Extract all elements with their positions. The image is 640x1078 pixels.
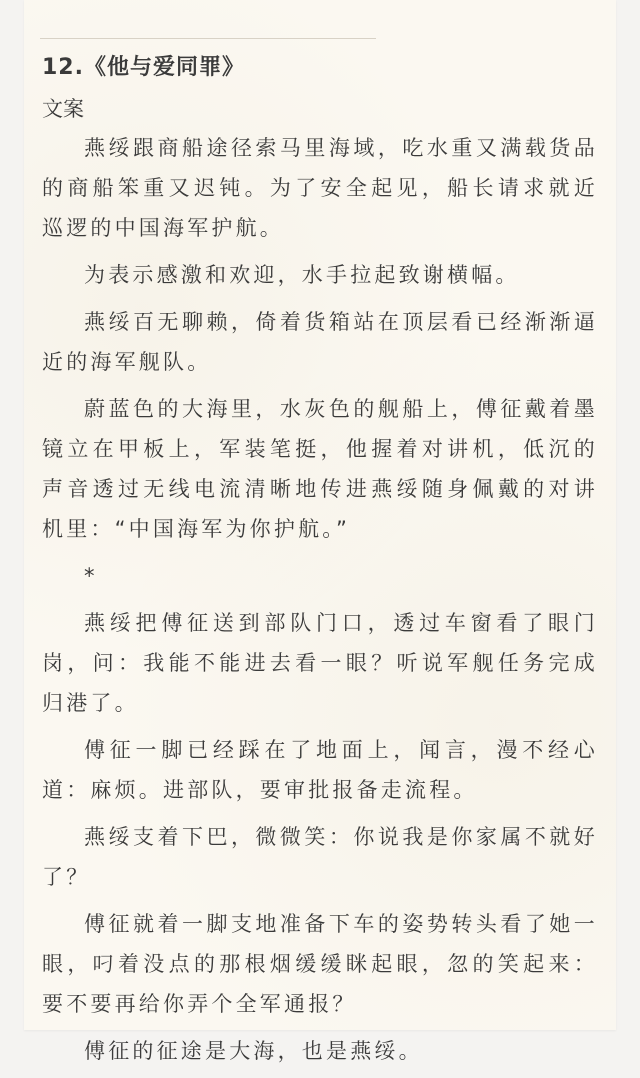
paragraph: 燕绥百无聊赖，倚着货箱站在顶层看已经渐渐逼近的海军舰队。 xyxy=(42,310,598,374)
paragraph: 傅征一脚已经踩在了地面上，闻言，漫不经心道：麻烦。进部队，要审批报备走流程。 xyxy=(42,738,598,802)
divider-line xyxy=(40,38,376,39)
synopsis-body xyxy=(42,128,598,1078)
paragraph: 傅征就着一脚支地准备下车的姿势转头看了她一眼，叼着没点的那根烟缓缓眯起眼，忽的笑起来：要不要再给你弄个全军通报？ xyxy=(42,912,598,1016)
paragraph: 燕绥支着下巴，微微笑：你说我是你家属不就好了？ xyxy=(42,825,598,889)
book-title: 12.《他与爱同罪》 xyxy=(42,55,245,80)
paragraph: 燕绥跟商船途径索马里海域，吃水重又满载货品的商船笨重又迟钝。为了安全起见，船长请求就近巡逻的中国海军护航。 xyxy=(42,136,598,240)
paragraph: 燕绥把傅征送到部队门口，透过车窗看了眼门岗，问：我能不能进去看一眼？听说军舰任务完成归港了。 xyxy=(42,611,598,715)
paragraph: 为表示感激和欢迎，水手拉起致谢横幅。 xyxy=(84,263,520,287)
paragraph: 蔚蓝色的大海里，水灰色的舰船上，傅征戴着墨镜立在甲板上，军装笔挺，他握着对讲机，低沉的声音透过无线电流清晰地传进燕绥随身佩戴的对讲机里：“中国海军为你护航。” xyxy=(42,397,598,541)
scene-break-marker: * xyxy=(84,564,95,588)
paragraph: 傅征的征途是大海，也是燕绥。 xyxy=(84,1039,423,1063)
section-label: 文案 xyxy=(42,97,84,121)
